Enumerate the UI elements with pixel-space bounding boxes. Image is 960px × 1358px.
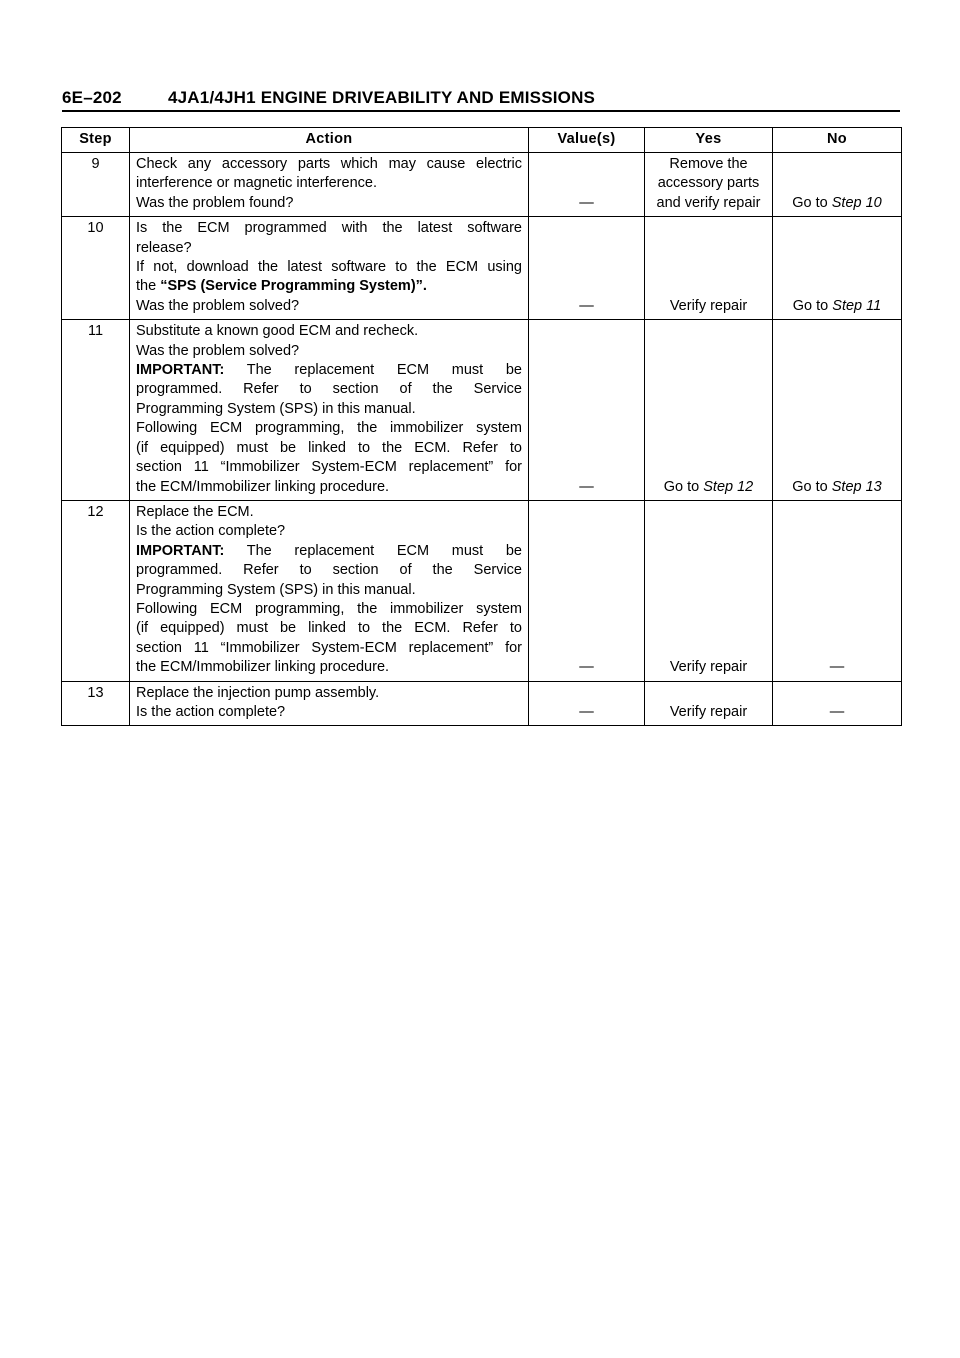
- column-header-action: Action: [130, 128, 529, 153]
- action-line: Programming System (SPS) in this manual.: [136, 400, 416, 417]
- action-text: The replacement ECM must be: [246, 362, 522, 379]
- column-header-step: Step: [62, 128, 130, 153]
- column-header-no: No: [773, 128, 902, 153]
- action-line: Is the action complete?: [136, 703, 286, 720]
- action-line: Was the problem found?: [136, 194, 294, 211]
- step-number: 9: [62, 153, 130, 217]
- yes-line: Remove the: [669, 156, 748, 172]
- action-line: interference or magnetic interference.: [136, 175, 377, 192]
- action-line: [136, 277, 522, 296]
- step-reference: Step 10: [831, 194, 882, 211]
- action-cell: [130, 153, 529, 217]
- no-cell: —: [773, 500, 902, 681]
- yes-line: accessory parts: [657, 175, 760, 192]
- action-line: Replace the injection pump assembly.: [136, 684, 380, 701]
- value-cell: —: [529, 153, 645, 217]
- action-cell: [130, 500, 529, 681]
- go-to-text: Go to: [792, 194, 832, 211]
- yes-cell: Verify repair: [645, 217, 773, 320]
- column-header-values: Value(s): [529, 128, 645, 153]
- yes-cell: [645, 320, 773, 501]
- action-line: Check any accessory parts which may cause electric: [136, 156, 522, 172]
- step-number: 11: [62, 320, 130, 501]
- action-cell: [130, 217, 529, 320]
- action-cell: [130, 681, 529, 726]
- action-line: Following ECM programming, the immobilizer system: [136, 420, 522, 437]
- action-line: Was the problem solved?: [136, 297, 300, 314]
- action-line: programmed. Refer to section of the Service: [136, 562, 522, 579]
- table-row: [62, 681, 902, 726]
- step-reference: Step 13: [831, 478, 882, 495]
- diagnostic-table: [61, 127, 902, 726]
- action-line: Is the action complete?: [136, 523, 286, 540]
- important-label: IMPORTANT:: [136, 542, 225, 559]
- action-line: release?: [136, 239, 192, 256]
- yes-cell: Verify repair: [645, 500, 773, 681]
- go-to-text: Go to: [663, 478, 704, 495]
- sps-reference: “SPS (Service Programming System)”.: [160, 278, 427, 295]
- action-line: Programming System (SPS) in this manual.: [136, 581, 416, 598]
- action-line: programmed. Refer to section of the Service: [136, 381, 522, 398]
- action-line: Following ECM programming, the immobilizer system: [136, 600, 522, 617]
- no-cell: [773, 320, 902, 501]
- action-line: the ECM/Immobilizer linking procedure.: [136, 659, 390, 676]
- action-cell: [130, 320, 529, 501]
- go-to-text: Go to: [792, 297, 833, 314]
- action-text: The replacement ECM must be: [246, 542, 522, 559]
- no-cell: —: [773, 681, 902, 726]
- no-cell: [773, 153, 902, 217]
- page-header: [62, 86, 900, 112]
- action-line: (if equipped) must be linked to the ECM. Refer to: [136, 439, 522, 456]
- important-label: IMPORTANT:: [136, 362, 225, 379]
- action-line: [136, 542, 522, 561]
- column-header-yes: Yes: [645, 128, 773, 153]
- action-line: Was the problem solved?: [136, 342, 300, 359]
- step-reference: Step 12: [703, 478, 754, 495]
- action-line: (if equipped) must be linked to the ECM. Refer to: [136, 620, 522, 637]
- page-number: 6E–202: [62, 88, 122, 107]
- action-line: Replace the ECM.: [136, 503, 254, 520]
- step-reference: Step 11: [832, 297, 882, 314]
- action-text: the: [136, 278, 161, 295]
- action-line: section 11 “Immobilizer System-ECM replacement” for: [136, 459, 522, 476]
- action-line: If not, download the latest software to the ECM using: [136, 259, 522, 276]
- action-line: the ECM/Immobilizer linking procedure.: [136, 478, 390, 495]
- step-number: 10: [62, 217, 130, 320]
- value-cell: —: [529, 217, 645, 320]
- table-row: [62, 500, 902, 681]
- value-cell: —: [529, 681, 645, 726]
- yes-cell: Verify repair: [645, 681, 773, 726]
- yes-cell: [645, 153, 773, 217]
- action-line: section 11 “Immobilizer System-ECM replacement” for: [136, 639, 522, 656]
- go-to-text: Go to: [792, 478, 832, 495]
- action-line: Substitute a known good ECM and recheck.: [136, 323, 419, 340]
- table-header-row: [62, 128, 902, 153]
- section-title: 4JA1/4JH1 ENGINE DRIVEABILITY AND EMISSIONS: [168, 88, 596, 107]
- action-line: [136, 361, 522, 380]
- table-row: [62, 153, 902, 217]
- action-line: Is the ECM programmed with the latest software: [136, 220, 522, 237]
- value-cell: —: [529, 500, 645, 681]
- yes-line: and verify repair: [656, 194, 761, 211]
- no-cell: [773, 217, 902, 320]
- step-number: 12: [62, 500, 130, 681]
- table-row: [62, 320, 902, 501]
- value-cell: —: [529, 320, 645, 501]
- table-row: [62, 217, 902, 320]
- step-number: 13: [62, 681, 130, 726]
